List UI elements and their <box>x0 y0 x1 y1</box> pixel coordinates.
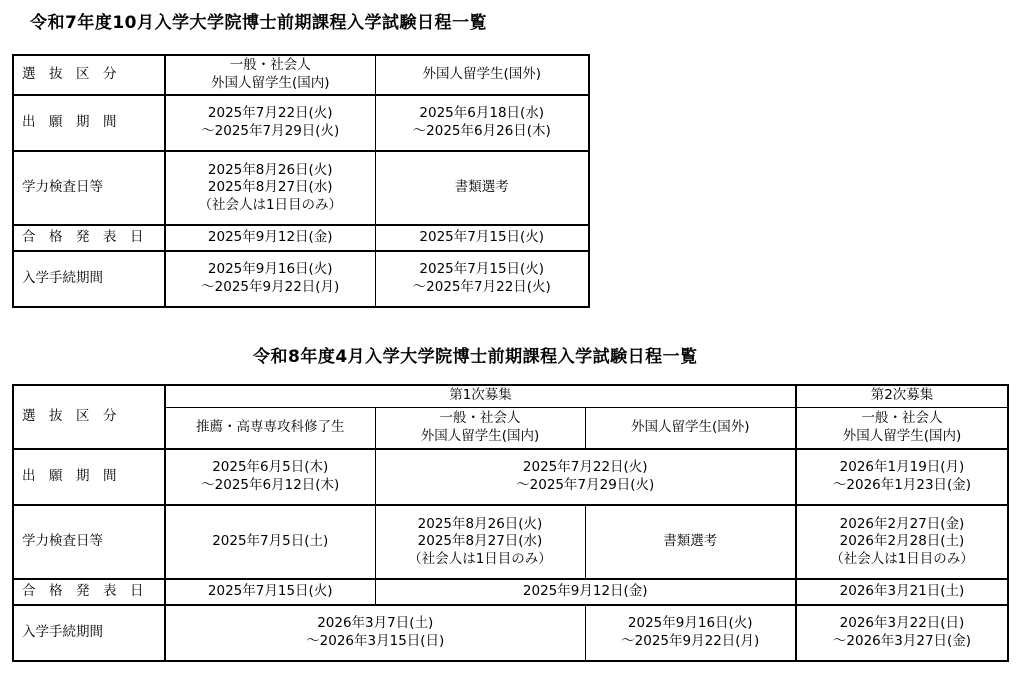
header-round2: 第2次募集 <box>796 385 1008 407</box>
row-label-selection-2 <box>13 385 165 449</box>
cell-exam-intl-r1: 書類選考 <box>585 505 796 579</box>
header-intl-overseas: 外国人留学生(国外) <box>375 55 589 95</box>
cell-exam-general-r1 <box>375 505 585 579</box>
cell-enroll-intl-r1 <box>585 605 796 661</box>
enroll-recommend-general-end: ～2026年3月15日(日) <box>306 633 445 649</box>
exam-r2-day2: 2026年2月28日(土) <box>839 533 965 550</box>
cell-announce-intl: 2025年7月15日(火) <box>375 225 589 251</box>
enroll-intl-r1-start: 2025年9月16日(火) <box>627 615 753 632</box>
schedule-title-oct-2025: 令和7年度10月入学大学院博士前期課程入学試験日程一覧 <box>30 13 487 33</box>
row-label-enroll: 入学手続期間 <box>13 251 165 307</box>
row-label-selection <box>13 55 165 95</box>
enroll-general-end: ～2025年9月22日(月) <box>201 279 340 295</box>
header-intl-overseas-r1: 外国人留学生(国外) <box>585 407 796 449</box>
row-label-enroll-2: 入学手続期間 <box>13 605 165 661</box>
row-label-application: 出 願 期 間 <box>13 95 165 151</box>
exam-r2-note: （社会人は1日目のみ） <box>830 550 974 567</box>
enroll-r2-start: 2026年3月22日(日) <box>839 615 965 632</box>
exam-general-note: （社会人は1日目のみ） <box>198 196 343 213</box>
label-selection-2: 選 抜 区 分 <box>22 408 117 425</box>
row-label-exam: 学力検査日等 <box>13 151 165 225</box>
exam-general-r1-day2: 2025年8月27日(水) <box>417 533 543 550</box>
header-general-r2-line2: 外国人留学生(国内) <box>842 427 962 444</box>
cell-exam-recommend: 2025年7月5日(土) <box>165 505 375 579</box>
exam-general-r1-day1: 2025年8月26日(火) <box>417 515 543 532</box>
cell-exam-general <box>165 151 375 225</box>
exam-general-r1-note: （社会人は1日目のみ） <box>408 550 552 567</box>
application-general-intl-end: ～2025年7月29日(火) <box>516 477 655 493</box>
row-label-exam-2: 学力検査日等 <box>13 505 165 579</box>
header-recommend: 推薦・高専専攻科修了生 <box>165 407 375 449</box>
row-label-announce-2: 合 格 発 表 日 <box>13 579 165 605</box>
cell-announce-r2: 2026年3月21日(土) <box>796 579 1008 605</box>
cell-application-general-intl <box>375 449 796 505</box>
header-general-r2 <box>796 407 1008 449</box>
header-general-r1 <box>375 407 585 449</box>
cell-enroll-general <box>165 251 375 307</box>
cell-application-recommend <box>165 449 375 505</box>
enroll-intl-start: 2025年7月15日(火) <box>419 261 545 278</box>
application-r2-start: 2026年1月19日(月) <box>839 459 965 476</box>
cell-enroll-r2 <box>796 605 1008 661</box>
cell-application-r2 <box>796 449 1008 505</box>
exam-general-day2: 2025年8月27日(水) <box>207 179 333 196</box>
application-recommend-start: 2025年6月5日(木) <box>212 459 329 476</box>
application-recommend-end: ～2025年6月12日(木) <box>201 477 340 493</box>
row-label-application-2: 出 願 期 間 <box>13 449 165 505</box>
cell-announce-general-intl: 2025年9月12日(金) <box>375 579 796 605</box>
header-general-r2-line1: 一般・社会人 <box>861 410 943 427</box>
header-round1: 第1次募集 <box>165 385 796 407</box>
cell-application-intl <box>375 95 589 151</box>
header-general-line1: 一般・社会人 <box>229 57 311 74</box>
application-r2-end: ～2026年1月23日(金) <box>832 477 972 493</box>
application-general-start: 2025年7月22日(火) <box>207 105 333 122</box>
header-general-r1-line2: 外国人留学生(国内) <box>420 427 540 444</box>
schedule-table-apr-2026 <box>12 384 1009 662</box>
application-general-intl-start: 2025年7月22日(火) <box>522 459 648 476</box>
header-general-r1-line1: 一般・社会人 <box>439 410 521 427</box>
enroll-intl-r1-end: ～2025年9月22日(月) <box>621 633 760 649</box>
header-general <box>165 55 375 95</box>
schedule-table-oct-2025 <box>12 54 590 308</box>
enroll-recommend-general-start: 2026年3月7日(土) <box>317 615 434 632</box>
cell-enroll-recommend-general <box>165 605 585 661</box>
exam-general-day1: 2025年8月26日(火) <box>207 161 333 178</box>
enroll-general-start: 2025年9月16日(火) <box>207 261 333 278</box>
cell-announce-recommend: 2025年7月15日(火) <box>165 579 375 605</box>
header-general-line2: 外国人留学生(国内) <box>210 75 330 91</box>
application-intl-end: ～2025年6月26日(木) <box>412 123 551 139</box>
cell-enroll-intl <box>375 251 589 307</box>
enroll-intl-end: ～2025年7月22日(火) <box>412 279 551 295</box>
row-label-announce: 合 格 発 表 日 <box>13 225 165 251</box>
cell-exam-r2 <box>796 505 1008 579</box>
cell-exam-intl: 書類選考 <box>375 151 589 225</box>
schedule-title-apr-2026: 令和8年度4月入学大学院博士前期課程入学試験日程一覧 <box>253 347 698 367</box>
application-intl-start: 2025年6月18日(水) <box>419 105 545 122</box>
cell-application-general <box>165 95 375 151</box>
exam-r2-day1: 2026年2月27日(金) <box>839 515 965 532</box>
application-general-end: ～2025年7月29日(火) <box>201 123 340 139</box>
enroll-r2-end: ～2026年3月27日(金) <box>832 633 972 649</box>
label-selection: 選 抜 区 分 <box>22 66 117 83</box>
cell-announce-general: 2025年9月12日(金) <box>165 225 375 251</box>
